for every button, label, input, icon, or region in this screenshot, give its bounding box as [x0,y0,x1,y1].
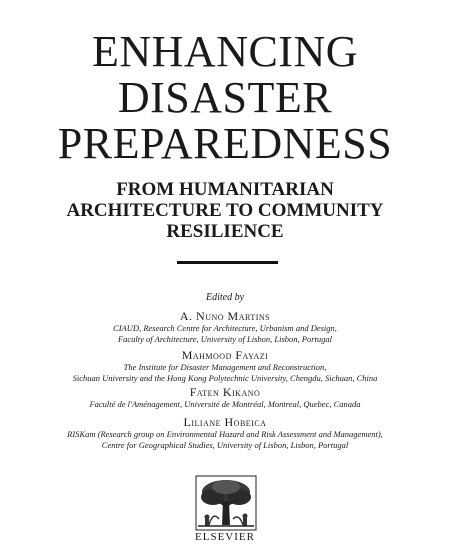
title-line-1: ENHANCING [91,27,359,76]
editor-affiliation: The Institute for Disaster Management and Reconstruction, [123,362,327,372]
editor-block [0,348,450,384]
editor-name: Faten Kikano [189,385,261,399]
subtitle-line-2: ARCHITECTURE TO COMMUNITY [66,200,384,221]
editor-affiliation: CIAUD, Research Centre for Architecture, Urbanism and Design, [113,323,337,333]
edited-by-label: Edited by [205,292,245,303]
editor-affiliation: Faculté de l'Aménagement, Université de Montréal, Montreal, Quebec, Canada [89,399,361,409]
title-line-3: PREPAREDNESS [57,119,393,168]
editor-affiliation: Centre for Geographical Studies, University of Lisbon, Lisbon, Portugal [101,440,349,450]
editor-block [0,309,450,345]
editor-name: Mahmood Fayazi [181,348,269,362]
divider-rule [177,261,278,264]
publisher-name: ELSEVIER [195,531,255,543]
editor-affiliation: Faculty of Architecture, University of Lisbon, Lisbon, Portugal [117,334,333,344]
subtitle-line-3: RESILIENCE [166,221,284,242]
title-line-2: DISASTER [117,73,333,122]
editor-affiliation: Sichuan University and the Hong Kong Polytechnic University, Chengdu, Sichuan, China [72,373,378,383]
editor-block [0,415,450,451]
editor-block [0,385,450,410]
subtitle-line-1: FROM HUMANITARIAN [116,179,334,200]
editor-name: Liliane Hobeica [183,415,267,429]
editor-name: A. Nuno Martins [179,309,271,323]
editor-affiliation: RISKam (Research group on Environmental Hazard and Risk Assessment and Management), [67,429,383,439]
